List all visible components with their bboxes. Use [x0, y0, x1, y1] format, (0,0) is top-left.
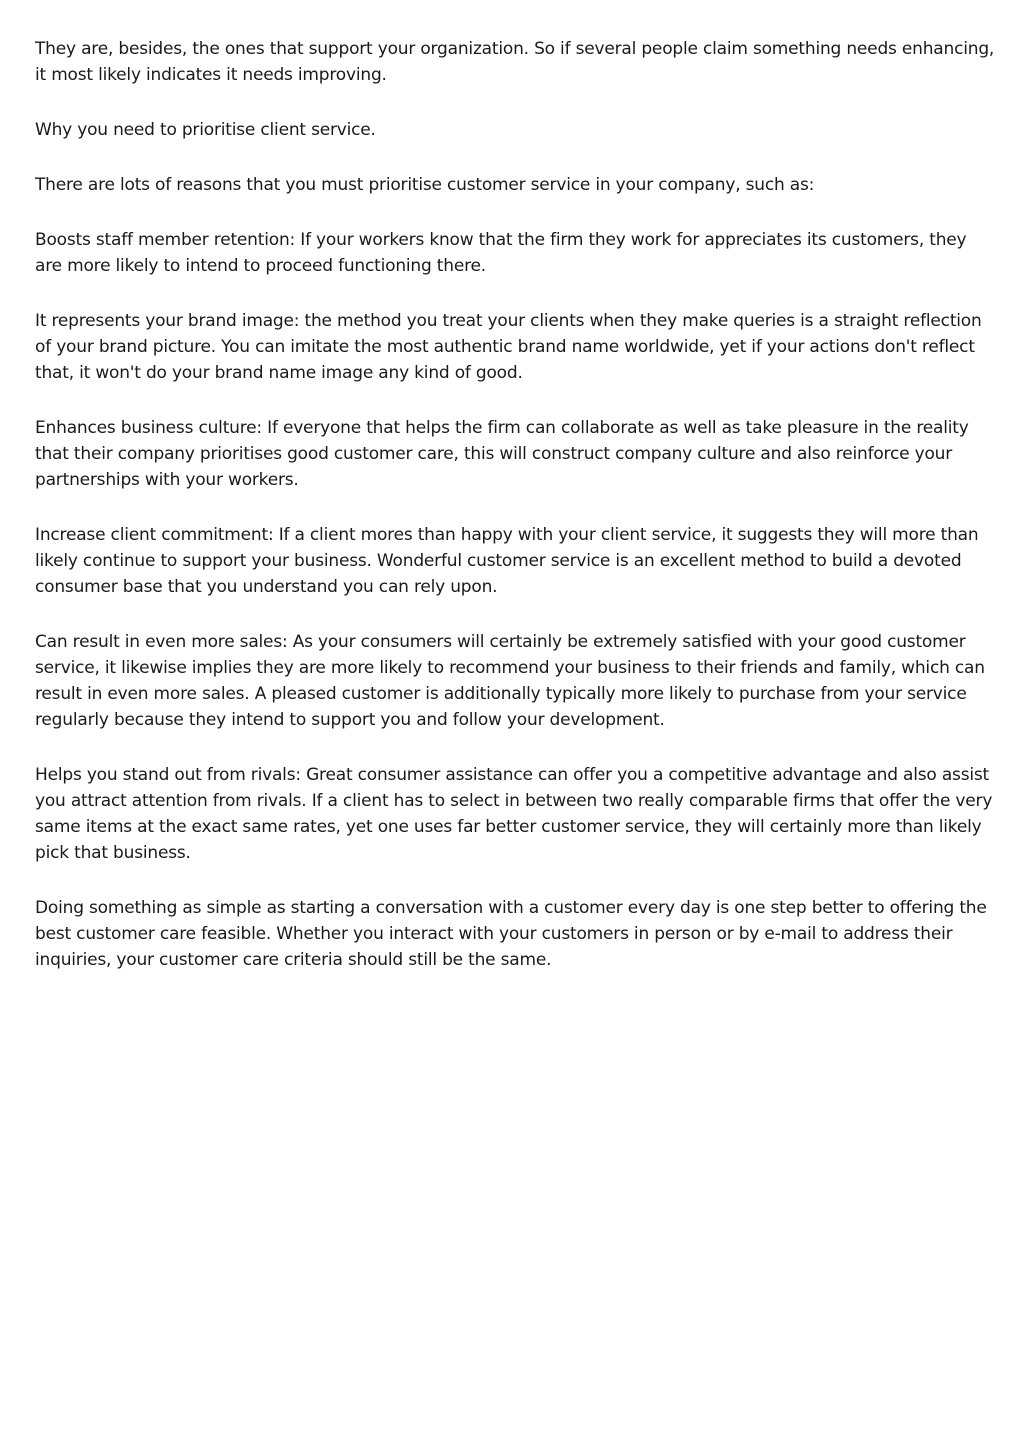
paragraph-8: Can result in even more sales: As your consumers will certainly be extremely satisfied with your good customer service, it likewise implies they are more likely to recommend your business to their friends and family, which can result in even more sales. A pleased customer is additionally typically more likely to purchase from your service regularly because they intend to support you and follow your development.	[35, 632, 985, 730]
paragraph-5: It represents your brand image: the method you treat your clients when they make queries is a straight reflection of your brand picture. You can imitate the most authentic brand name worldwide, yet if your actions don't reflect that, it won't do your brand name image any kind of good.	[35, 311, 982, 383]
paragraph-9: Helps you stand out from rivals: Great consumer assistance can offer you a competitive advantage and also assist you attract attention from rivals. If a client has to select in between two really comparable firms that offer the very same items at the exact same rates, yet one uses far better customer service, they will certainly more than likely pick that business.	[35, 765, 993, 863]
paragraph-4: Boosts staff member retention: If your workers know that the firm they work for appreciates its customers, they are more likely to intend to proceed functioning there.	[35, 230, 967, 276]
paragraph-10: Doing something as simple as starting a conversation with a customer every day is one step better to offering the best customer care feasible. Whether you interact with your customers in person or by e-mail to address their inquiries, your customer care criteria should still be the same.	[35, 898, 987, 970]
paragraph-3: There are lots of reasons that you must prioritise customer service in your company, such as:	[35, 175, 815, 195]
paragraph-1: They are, besides, the ones that support your organization. So if several people claim something needs enhancing, it most likely indicates it needs improving.	[35, 39, 995, 85]
paragraph-6: Enhances business culture: If everyone that helps the firm can collaborate as well as take pleasure in the reality that their company prioritises good customer care, this will construct company culture and also reinforce your partnerships with your workers.	[35, 418, 969, 490]
paragraph-7: Increase client commitment: If a client mores than happy with your client service, it suggests they will more than likely continue to support your business. Wonderful customer service is an excellent method to build a devoted consumer base that you understand you can rely upon.	[35, 525, 979, 597]
paragraph-2: Why you need to prioritise client service.	[35, 120, 376, 140]
document-page	[35, 36, 997, 1002]
